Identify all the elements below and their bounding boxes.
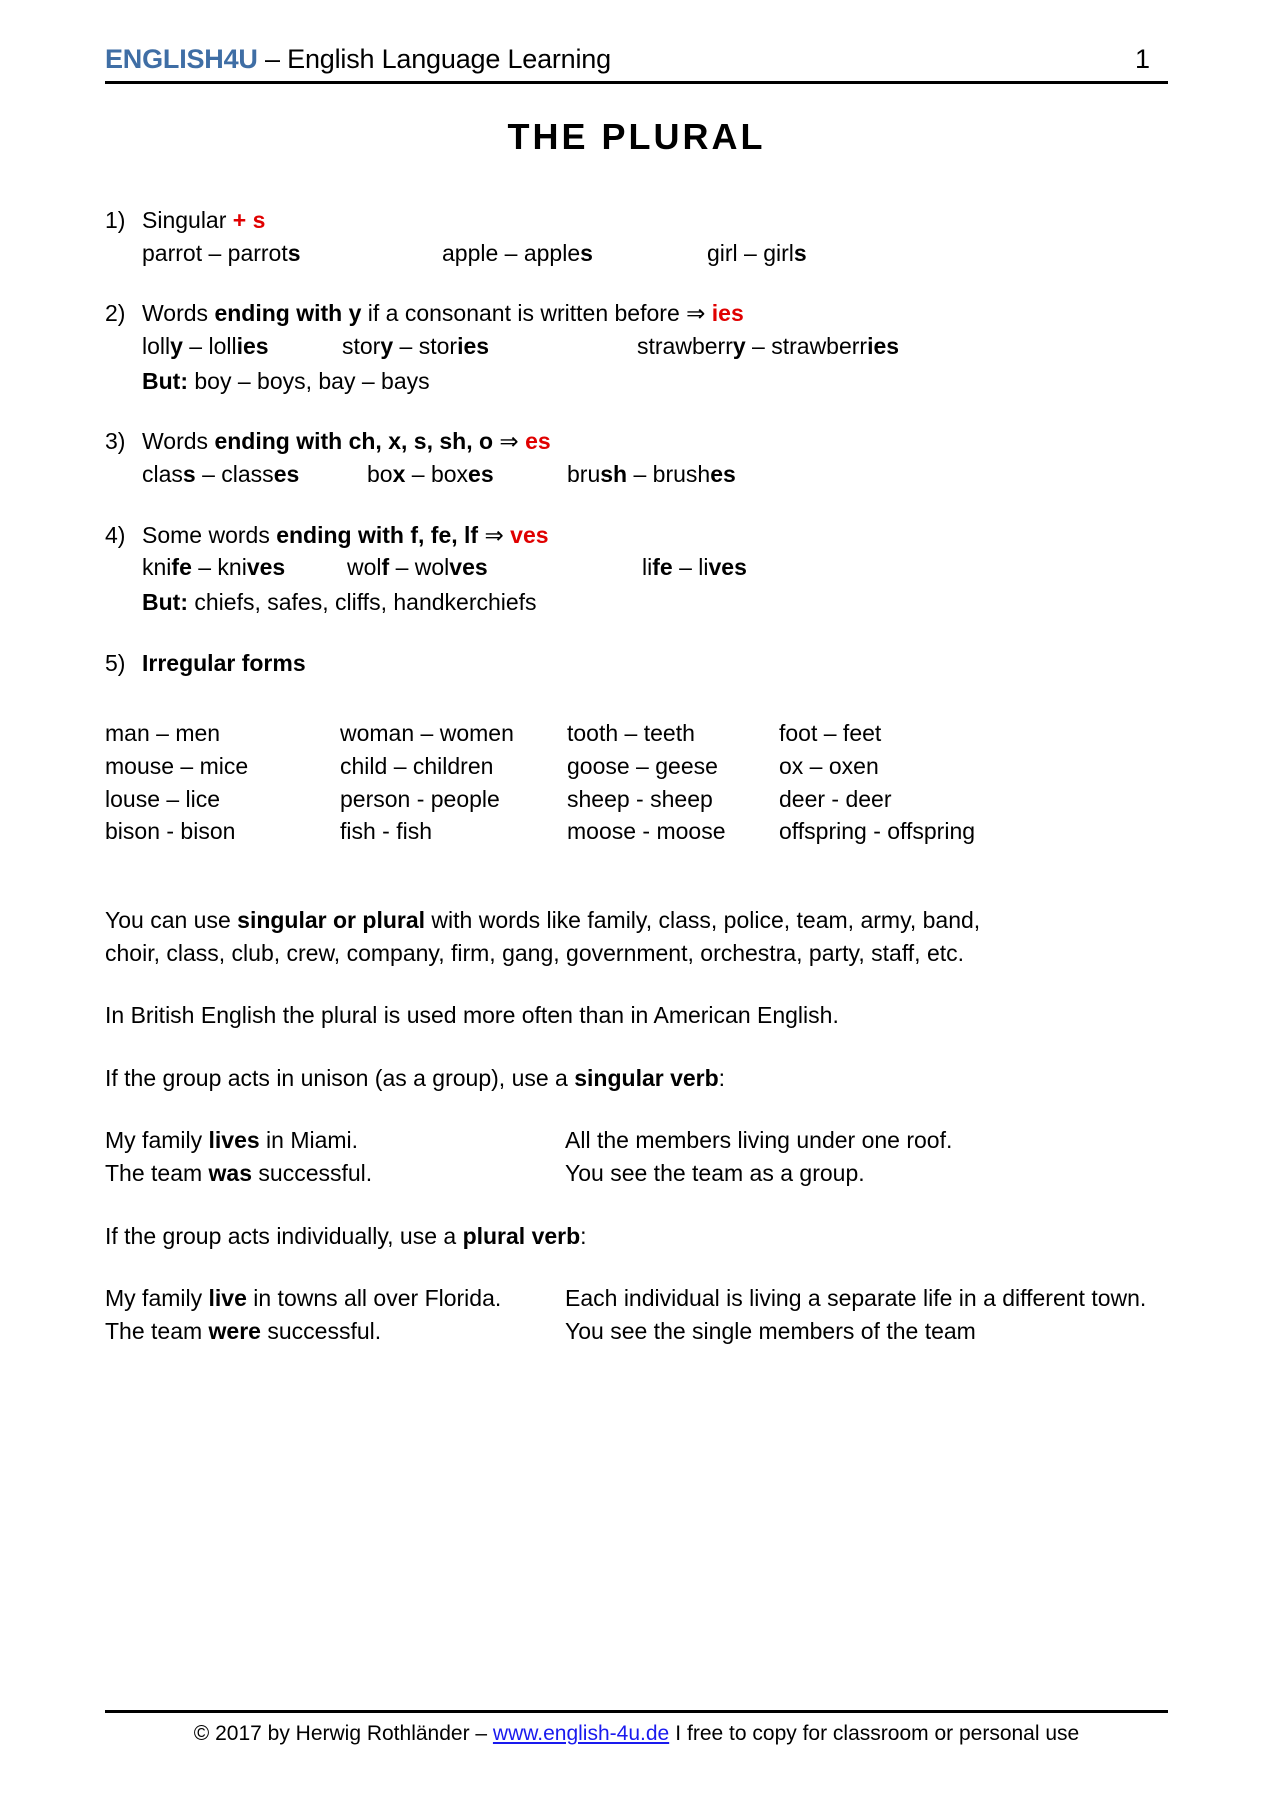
- example-part-2: – li: [672, 554, 709, 581]
- example-part-2: – wol: [389, 554, 450, 581]
- rule-head-part-2: ⇒: [484, 521, 511, 548]
- example-pair: [142, 237, 442, 270]
- rule-examples: [105, 458, 1168, 491]
- rule-text: [142, 647, 1168, 680]
- page-footer: [105, 1710, 1168, 1746]
- example-pair: [707, 237, 807, 270]
- example-pair: [347, 551, 642, 584]
- rule-item: [105, 425, 1168, 490]
- table-row: [105, 783, 975, 816]
- example-part-0: loll: [142, 332, 171, 359]
- rule-number: 1): [105, 207, 126, 233]
- table-row: [105, 1157, 1168, 1190]
- example-part-2: – class: [195, 460, 274, 487]
- rule-head-part-0: Words: [142, 300, 215, 327]
- example-pair: [142, 551, 347, 584]
- example-part-1: x: [392, 460, 406, 487]
- exception-text: chiefs, safes, cliffs, handkerchiefs: [194, 588, 537, 615]
- rule-head-part-1: ending with y: [214, 300, 362, 327]
- rule-number: 2): [105, 300, 126, 327]
- singular-example-sentence: [105, 1124, 565, 1157]
- rule-number: 3): [105, 428, 126, 455]
- paragraph-british-english: In British English the plural is used more often than in American English.: [105, 1002, 839, 1029]
- example-part-1: s: [793, 239, 807, 266]
- rules-list: [105, 204, 1168, 679]
- rule-head-part-1: ending with f, fe, lf: [276, 521, 485, 548]
- example-part-1: y: [170, 332, 183, 359]
- irregular-form-cell: sheep - sheep: [567, 785, 713, 812]
- example-part-0: bru: [567, 460, 601, 487]
- plural-example-explanation-part-0: You see the single members of the team: [565, 1318, 976, 1345]
- singular-verb-examples: [105, 1124, 1168, 1189]
- example-part-1: s: [287, 239, 301, 266]
- example-part-1: s: [182, 460, 196, 487]
- example-part-3: es: [273, 460, 300, 487]
- singular-example-sentence: [105, 1157, 565, 1190]
- rule-head-part-0: Irregular forms: [142, 649, 306, 676]
- irregular-form-cell: goose – geese: [567, 752, 718, 779]
- rule-text: [142, 204, 1168, 237]
- brand-tagline: – English Language Learning: [257, 44, 611, 74]
- example-part-0: wol: [347, 554, 382, 581]
- rule-examples: [105, 330, 1168, 397]
- plural-rule-part-0: If the group acts individually, use a: [105, 1222, 463, 1249]
- paragraph-plural-verb-rule: [105, 1220, 1010, 1253]
- irregular-form-cell: mouse – mice: [105, 752, 249, 779]
- irregular-form-cell: ox – oxen: [779, 752, 879, 779]
- example-row: [142, 458, 1168, 491]
- rule-head-part-0: Words: [142, 428, 215, 455]
- rule-item: [105, 297, 1168, 397]
- rule-head-part-2: if a consonant is written before: [361, 300, 687, 327]
- paragraph-singular-verb-rule: [105, 1062, 1010, 1095]
- plural-example-explanation: [565, 1315, 1168, 1348]
- rule-text: [142, 519, 1168, 552]
- rule-item: [105, 519, 1168, 619]
- example-part-1: fe: [652, 554, 673, 581]
- singular-example-sentence-part-0: The team: [105, 1160, 209, 1187]
- example-pair: [637, 330, 899, 363]
- table-row: [105, 717, 975, 750]
- prose-section: [105, 904, 1168, 1348]
- example-part-1: y: [732, 332, 746, 359]
- singular-rule-part-0: If the group acts in unison (as a group), use a: [105, 1064, 575, 1091]
- rule-examples: [105, 551, 1168, 618]
- example-pair: [642, 551, 747, 584]
- table-row: [105, 1315, 1168, 1348]
- rule-text: [142, 425, 1168, 458]
- plural-example-explanation-part-0: Each individual is living a separate life in a different town.: [565, 1285, 1147, 1312]
- irregular-form-cell: fish - fish: [340, 818, 433, 845]
- example-pair: [142, 458, 367, 491]
- plural-example-sentence-part-1: live: [208, 1285, 247, 1312]
- rule-number: 5): [105, 649, 126, 676]
- irregular-forms-table: [105, 717, 975, 848]
- irregular-form-cell: foot – feet: [779, 720, 882, 747]
- exception-text: boy – boys, bay – bays: [194, 367, 430, 394]
- rule-head-part-0: Some words: [142, 521, 277, 548]
- example-pair: [367, 458, 567, 491]
- rule-item: [105, 647, 1168, 680]
- rule-head-part-1: ending with ch, x, s, sh, o: [214, 428, 500, 455]
- rule-text: [142, 297, 1168, 330]
- example-pair: [142, 330, 342, 363]
- example-part-2: – stor: [393, 332, 458, 359]
- singular-example-sentence-part-2: in Miami.: [259, 1127, 359, 1154]
- example-part-2: – brush: [627, 460, 711, 487]
- example-part-0: stor: [342, 332, 381, 359]
- example-part-0: strawberr: [637, 332, 733, 359]
- plural-verb-examples: [105, 1282, 1168, 1347]
- example-part-3: ies: [236, 332, 269, 359]
- example-pair: [342, 330, 637, 363]
- example-part-1: f: [381, 554, 390, 581]
- footer-separator: I: [675, 1722, 682, 1745]
- example-part-3: ies: [867, 332, 900, 359]
- page-header: [105, 0, 1168, 84]
- irregular-form-cell: person - people: [340, 785, 500, 812]
- example-pair: [442, 237, 707, 270]
- rule-head-part-3: es: [525, 428, 551, 455]
- example-part-0: li: [642, 554, 653, 581]
- singular-example-explanation-part-0: All the members living under one roof.: [565, 1127, 953, 1154]
- example-part-1: y: [380, 332, 394, 359]
- footer-copyright: © 2017 by Herwig Rothländer –: [193, 1722, 493, 1745]
- plural-example-explanation: [565, 1282, 1168, 1315]
- example-part-2: – box: [405, 460, 469, 487]
- irregular-form-cell: woman – women: [340, 720, 514, 747]
- rule-heading: [105, 519, 1168, 552]
- rule-head-part-1: + s: [232, 207, 266, 233]
- plural-example-sentence-part-1: were: [208, 1318, 261, 1345]
- plural-example-sentence: [105, 1282, 565, 1315]
- example-part-3: ies: [457, 332, 490, 359]
- example-part-2: – strawberr: [745, 332, 868, 359]
- brand-name: ENGLISH4U: [105, 44, 258, 74]
- example-part-1: sh: [600, 460, 628, 487]
- rule-heading: [105, 647, 1168, 680]
- example-part-3: es: [710, 460, 736, 487]
- example-part-1: fe: [171, 554, 192, 581]
- rule-heading: [105, 425, 1168, 458]
- exception-label: But:: [142, 367, 195, 394]
- singular-example-sentence-part-1: was: [208, 1160, 253, 1187]
- example-part-1: s: [580, 239, 593, 266]
- site-branding: [105, 44, 611, 75]
- irregular-form-cell: child – children: [340, 752, 494, 779]
- exception-line: [142, 586, 1168, 619]
- example-pair: [567, 458, 736, 491]
- example-row: [142, 237, 1168, 270]
- example-part-0: parrot – parrot: [142, 239, 288, 266]
- example-part-3: ves: [449, 554, 488, 581]
- rule-heading: [105, 204, 1168, 237]
- irregular-form-cell: offspring - offspring: [779, 818, 976, 845]
- page-title: THE PLURAL: [507, 116, 766, 157]
- example-part-0: apple – apple: [442, 239, 581, 266]
- singular-rule-part-2: :: [718, 1064, 726, 1091]
- rule-head-part-4: ies: [711, 300, 744, 327]
- footer-website-link[interactable]: www.english-4u.de: [492, 1722, 670, 1745]
- example-part-3: es: [468, 460, 494, 487]
- irregular-form-cell: deer - deer: [779, 785, 892, 812]
- rule-head-part-0: Singular: [142, 207, 233, 233]
- exception-line: [142, 365, 1168, 398]
- irregular-form-cell: bison - bison: [105, 818, 236, 845]
- plural-example-sentence-part-0: The team: [105, 1318, 209, 1345]
- plural-example-sentence: [105, 1315, 565, 1348]
- plural-rule-part-2: :: [580, 1222, 587, 1249]
- example-part-3: ves: [246, 554, 286, 581]
- plural-example-sentence-part-2: in towns all over Florida.: [246, 1285, 502, 1312]
- table-row: [105, 1124, 1168, 1157]
- example-part-2: – loll: [182, 332, 237, 359]
- plural-rule-part-1: plural verb: [462, 1222, 581, 1249]
- irregular-form-cell: louse – lice: [105, 785, 221, 812]
- singular-rule-part-1: singular verb: [574, 1064, 719, 1091]
- rule-head-part-2: ⇒: [499, 428, 526, 455]
- example-part-0: kni: [142, 554, 172, 581]
- footer-usage-note: free to copy for classroom or personal use: [687, 1722, 1080, 1745]
- exception-label: But:: [142, 588, 195, 615]
- plural-example-sentence-part-0: My family: [105, 1285, 209, 1312]
- singular-example-sentence-part-0: My family: [105, 1127, 209, 1154]
- example-part-0: girl – girl: [707, 239, 794, 266]
- rule-head-part-3: ves: [510, 521, 549, 548]
- table-row: [105, 1282, 1168, 1315]
- singular-example-explanation: [565, 1157, 1168, 1190]
- rule-examples: [105, 237, 1168, 270]
- collective-nouns-part-0: You can use: [105, 906, 238, 933]
- irregular-form-cell: tooth – teeth: [567, 720, 695, 747]
- singular-example-explanation-part-0: You see the team as a group.: [565, 1160, 865, 1187]
- table-row: [105, 750, 975, 783]
- example-part-3: ves: [708, 554, 747, 581]
- paragraph-collective-nouns: [105, 904, 1010, 969]
- example-part-0: bo: [367, 460, 393, 487]
- page-number: 1: [1134, 44, 1150, 74]
- collective-nouns-part-1: singular or plural: [237, 906, 426, 933]
- rule-item: [105, 204, 1168, 269]
- singular-example-explanation: [565, 1124, 1168, 1157]
- rule-number: 4): [105, 521, 126, 548]
- singular-example-sentence-part-1: lives: [208, 1127, 260, 1154]
- example-part-2: – kni: [191, 554, 247, 581]
- example-row: [142, 330, 1168, 363]
- collective-nouns-part-2: with words like family, class, police, team, army, band, choir, class, club, crew, company, firm, gang, government, orchestra, party, staff, etc.: [105, 906, 981, 966]
- irregular-form-cell: moose - moose: [567, 818, 726, 845]
- irregular-form-cell: man – men: [105, 720, 221, 747]
- singular-example-sentence-part-2: successful.: [252, 1160, 373, 1187]
- rule-heading: [105, 297, 1168, 330]
- rule-head-part-3: ⇒: [686, 300, 712, 327]
- example-row: [142, 551, 1168, 584]
- example-part-0: clas: [142, 460, 183, 487]
- table-row: [105, 815, 975, 848]
- plural-example-sentence-part-2: successful.: [260, 1318, 382, 1345]
